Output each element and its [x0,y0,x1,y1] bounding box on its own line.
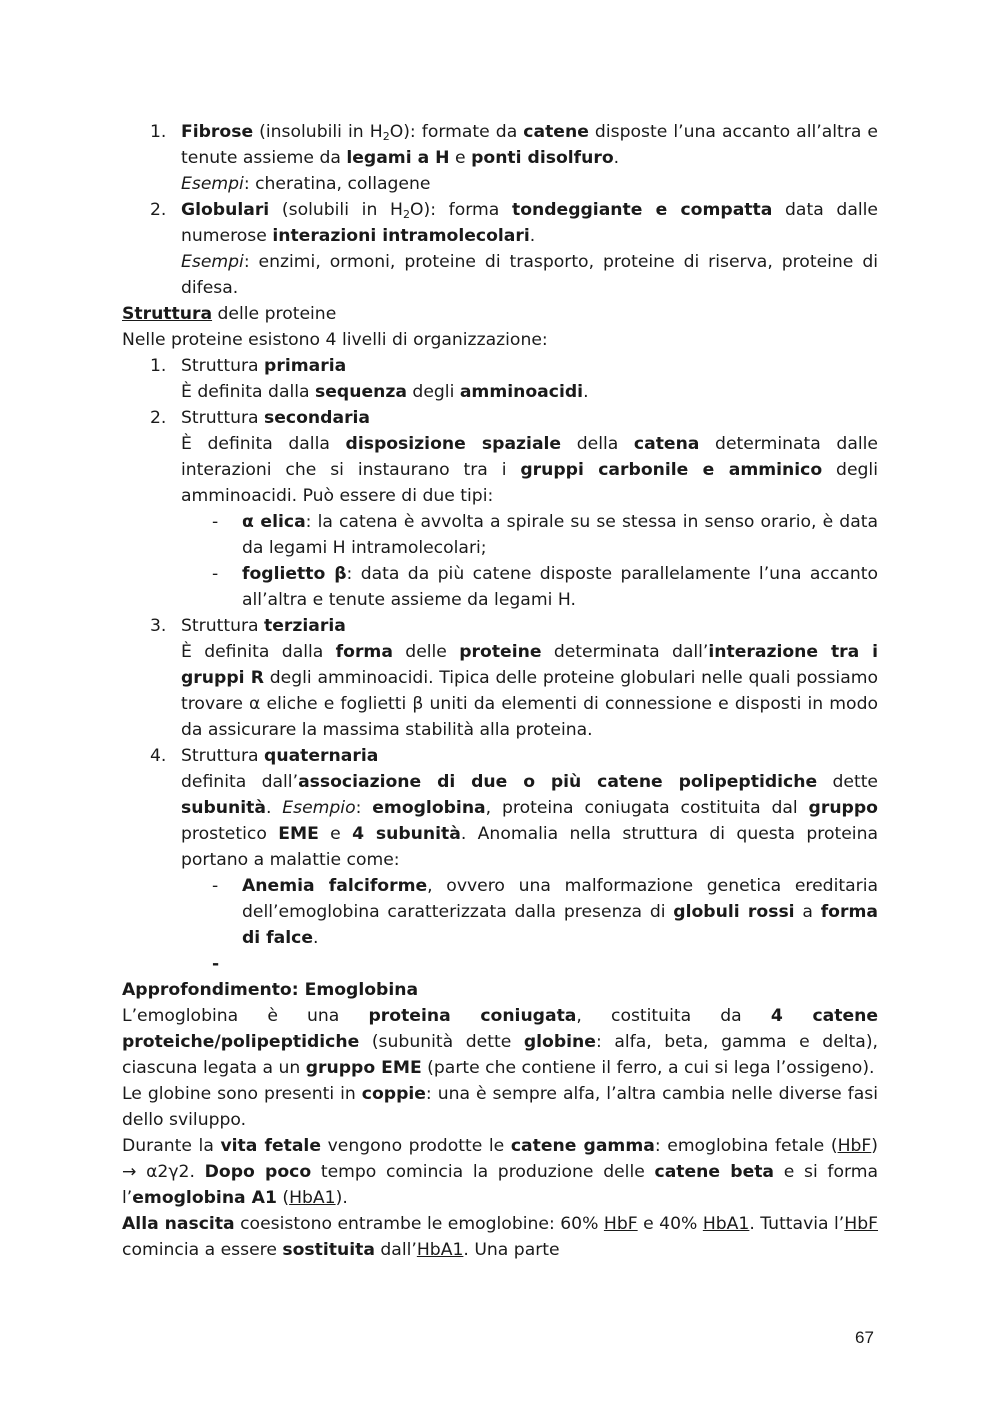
term: globine [523,1032,596,1052]
text: determinata dall’ [541,642,709,662]
text: È definita dalla [181,382,316,402]
paragraph-emoglobina [122,1003,878,1081]
text: definita dall’ [181,772,299,792]
text: Durante la [122,1136,221,1156]
abbr-underlined: HbF [837,1136,872,1156]
term: 4 catene proteiche/polipeptidiche [122,1006,878,1052]
list-number: 1. [150,356,167,376]
text: : [355,798,373,818]
text: dette [817,772,879,792]
dash-item-alfa-elica [122,509,878,561]
text: prostetico [181,824,279,844]
text: (subunità dette [359,1032,524,1052]
dash-bullet: - [212,564,219,584]
list-item-fibrose [122,119,878,197]
term: vita fetale [220,1136,321,1156]
term: Anemia falciforme [242,876,428,896]
term: Fibrose [181,122,254,142]
term: associazione di due o più catene polipeptidiche [298,772,818,792]
abbr-underlined: HbA1 [289,1188,336,1208]
list-number: 4. [150,746,167,766]
paragraph-vita-fetale [122,1133,878,1211]
term: coppie [361,1084,426,1104]
heading-underlined: Struttura [122,304,213,324]
text: O): forma [409,200,512,220]
text: : enzimi, ormoni, proteine di trasporto, proteine di riserva, proteine di difesa. [181,252,878,298]
abbr-underlined: HbA1 [416,1240,464,1260]
text: dall’ [374,1240,417,1260]
text: (insolubili in H [253,122,383,142]
term: EME [278,824,319,844]
text: vengono prodotte le [321,1136,511,1156]
dash-bullet: - [212,876,219,896]
term: tondeggiante e compatta [511,200,773,220]
text: . [583,382,589,402]
page-number: 67 [855,1328,874,1347]
text: È definita dalla [181,434,346,454]
term: sequenza [315,382,407,402]
term: interazioni intramolecolari [272,226,530,246]
term: amminoacidi [459,382,584,402]
abbr-underlined: HbA1 [702,1214,750,1234]
text: : emoglobina fetale ( [654,1136,838,1156]
dash-bullet: - [212,512,219,532]
text: ). [335,1188,348,1208]
term: Alla nascita [122,1214,235,1234]
term: emoglobina A1 [132,1188,277,1208]
text: , proteina coniugata costituita dal [485,798,809,818]
example-line [181,171,878,197]
term: Globulari [181,200,270,220]
example-label: Esempio [282,798,356,818]
list-item-secondaria [122,405,878,509]
abbr-underlined: HbF [844,1214,879,1234]
text: disposte l’una accanto all’altra e tenute assieme da [181,122,878,168]
term: proteina coniugata [368,1006,577,1026]
list-number: 2. [150,408,167,428]
term: sostituita [282,1240,375,1260]
text: Struttura [181,356,265,376]
dash-item-anemia [122,873,878,951]
term: Dopo poco [204,1162,312,1182]
text: degli amminoacidi. Tipica delle proteine globulari nelle quali possiamo trovare α eliche e foglietti β uniti da elementi di connessione e disposti in modo da assicurare la massima stabilità alla proteina. [181,668,878,740]
text: delle proteine [212,304,337,324]
text: comincia a essere [122,1240,283,1260]
text: della [561,434,634,454]
text: e [318,824,353,844]
document-page [122,119,878,1263]
text: (solubili in H [269,200,403,220]
text: ( [276,1188,290,1208]
term: terziaria [264,616,346,636]
text: e [449,148,472,168]
text: Struttura [181,616,265,636]
text: : una è sempre alfa, l’altra cambia nelle diverse fasi dello sviluppo. [122,1084,878,1130]
text: data dalle numerose [181,200,878,246]
text: . [265,798,283,818]
text: e 40% [637,1214,703,1234]
heading: Approfondimento: Emoglobina [122,980,419,1000]
term: catene gamma [510,1136,655,1156]
text: Struttura [181,408,265,428]
term: disposizione spaziale [345,434,562,454]
text: coesistono entrambe le emoglobine: 60% [234,1214,604,1234]
dash-item-empty: - [212,954,220,974]
example-line [181,249,878,301]
paragraph-globine [122,1081,878,1133]
text: (parte che contiene il ferro, a cui si lega l’ossigeno). [421,1058,875,1078]
paragraph-nascita [122,1211,878,1263]
text: : alfa, beta, gamma e delta), ciascuna legata a un [122,1032,878,1078]
text: Le globine sono presenti in [122,1084,362,1104]
term: gruppo EME [305,1058,422,1078]
term: α elica [242,512,306,532]
list-item-terziaria [122,613,878,743]
term: forma di falce [242,902,878,948]
term: gruppi carbonile e amminico [520,460,823,480]
list-number: 3. [150,616,167,636]
text: : la catena è avvolta a spirale su se stessa in senso orario, è data da legami H intramolecolari; [242,512,878,558]
term: catena [633,434,700,454]
term: quaternaria [264,746,379,766]
text: Struttura [181,746,265,766]
term: catene beta [654,1162,775,1182]
text: degli amminoacidi. Può essere di due tipi: [181,460,878,506]
text: . Tuttavia l’ [749,1214,845,1234]
term: gruppo [808,798,878,818]
term: legami a H [346,148,450,168]
text: . [613,148,620,168]
text: . Una parte [463,1240,560,1260]
paragraph-intro: Nelle proteine esistono 4 livelli di organizzazione: [122,330,548,350]
text: È definita dalla [181,642,336,662]
subscript: 2 [382,130,390,143]
text: O): formate da [389,122,524,142]
list-item-primaria [122,353,878,405]
example-label: Esempi [181,252,244,272]
text: ) → α2γ2. [122,1136,879,1182]
term: emoglobina [372,798,486,818]
text: , ovvero una malformazione genetica ereditaria dell’emoglobina caratterizzata dalla presenza di [242,876,879,922]
term: foglietto β [242,564,347,584]
text: . [313,928,319,948]
text: determinata dalle interazioni che si instaurano tra i [181,434,878,480]
subscript: 2 [402,208,410,221]
term: forma [335,642,393,662]
text: degli [406,382,460,402]
text: e si forma l’ [122,1162,879,1208]
term: primaria [264,356,347,376]
dash-item-foglietto [122,561,878,613]
section-heading-approfondimento [122,977,878,1003]
term: proteine [459,642,542,662]
text: . [529,226,536,246]
list-item-quaternaria [122,743,878,873]
list-number: 2. [150,200,167,220]
list-item-globulari [122,197,878,301]
term: catene [523,122,589,142]
section-heading-struttura [122,301,878,327]
term: subunità [181,798,266,818]
example-label: Esempi [181,174,244,194]
text: , costituita da [576,1006,771,1026]
term: secondaria [264,408,371,428]
text: : data da più catene disposte parallelamente l’una accanto all’altra e tenute assieme da legami H. [242,564,878,610]
term: ponti disolfuro [471,148,614,168]
text: delle [392,642,460,662]
text: : cheratina, collagene [243,174,431,194]
text: tempo comincia la produzione delle [311,1162,655,1182]
text: a [794,902,821,922]
text: L’emoglobina è una [122,1006,369,1026]
term: interazione tra i gruppi R [181,642,878,688]
term: globuli rossi [673,902,795,922]
list-number: 1. [150,122,167,142]
term: 4 subunità [352,824,461,844]
abbr-underlined: HbF [603,1214,638,1234]
text: . Anomalia nella struttura di questa proteina portano a malattie come: [181,824,879,870]
